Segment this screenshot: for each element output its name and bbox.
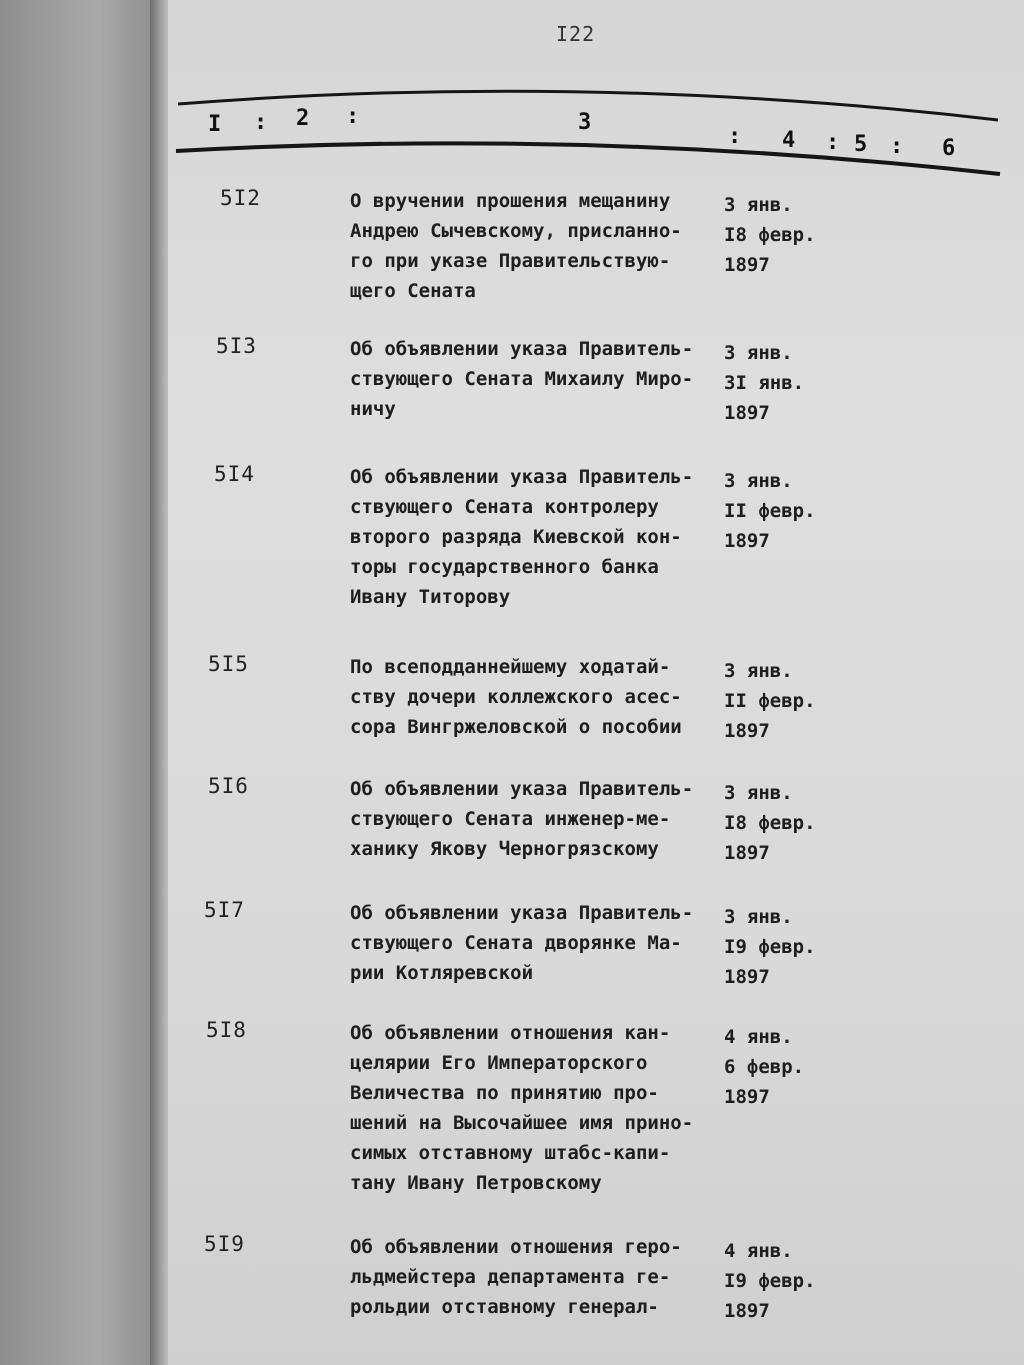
entry-dates: 3 янв. II февр. 1897 [724, 470, 816, 552]
entry-dates: 3 янв. I9 февр. 1897 [724, 906, 816, 988]
document-page [168, 0, 1024, 1365]
entry-dates: 4 янв. I9 февр. 1897 [724, 1240, 816, 1322]
entry-title: Об объявлении указа Правитель- ствующего Сената инженер-ме- ханику Якову Черногрязскому [350, 778, 694, 860]
column-header-3: 3 [578, 110, 592, 135]
entry-number: 5I2 [220, 186, 261, 210]
entry-number: 5I5 [208, 652, 249, 676]
column-header-6: 6 [942, 136, 956, 161]
entry-number: 5I8 [206, 1018, 247, 1042]
column-separator: : [890, 134, 904, 159]
entry-number: 5I9 [204, 1232, 245, 1256]
column-separator: : [826, 130, 840, 155]
entry-number: 5I4 [214, 462, 255, 486]
entry-title: Об объявлении отношения кан- целярии Его Императорского Величества по принятию про- шений на Высочайшее имя прино- симых отставному штабс-капи- тану Ивану Петровскому [350, 1022, 694, 1194]
entry-number: 5I3 [216, 334, 257, 358]
column-separator: : [346, 104, 360, 129]
entry-title: Об объявлении указа Правитель- ствующего Сената дворянке Ма- рии Котляревской [350, 902, 694, 984]
entry-title: Об объявлении отношения геро- льдмейстера департамента ге- рольдии отставному генерал- [350, 1236, 682, 1318]
entry-title: Об объявлении указа Правитель- ствующего Сената Михаилу Миро- ничу [350, 338, 694, 420]
column-separator: : [728, 124, 742, 149]
entry-dates: 3 янв. 3I янв. 1897 [724, 342, 805, 424]
entry-dates: 3 янв. I8 февр. 1897 [724, 194, 816, 276]
entry-number: 5I6 [208, 774, 249, 798]
adjacent-page-edge [0, 0, 165, 1365]
entry-title: Об объявлении указа Правитель- ствующего Сената контролеру второго разряда Киевской кон- торы государственного банка Ивану Титорову [350, 466, 694, 608]
entry-dates: 3 янв. I8 февр. 1897 [724, 782, 816, 864]
column-header-1: I [208, 112, 222, 137]
entry-number: 5I7 [204, 898, 245, 922]
entry-title: По всеподданнейшему ходатай- ству дочери коллежского асес- сора Вингржеловской о пособии [350, 656, 682, 738]
page-number: I22 [556, 22, 596, 46]
entry-dates: 4 янв. 6 февр. 1897 [724, 1026, 805, 1108]
column-header-4: 4 [782, 128, 796, 153]
entry-dates: 3 янв. II февр. 1897 [724, 660, 816, 742]
column-header-5: 5 [854, 132, 868, 157]
column-separator: : [254, 110, 268, 135]
column-header-2: 2 [296, 106, 310, 131]
entry-title: О вручении прошения мещанину Андрею Сычевскому, присланно- го при указе Правительствую- щего Сената [350, 190, 682, 302]
